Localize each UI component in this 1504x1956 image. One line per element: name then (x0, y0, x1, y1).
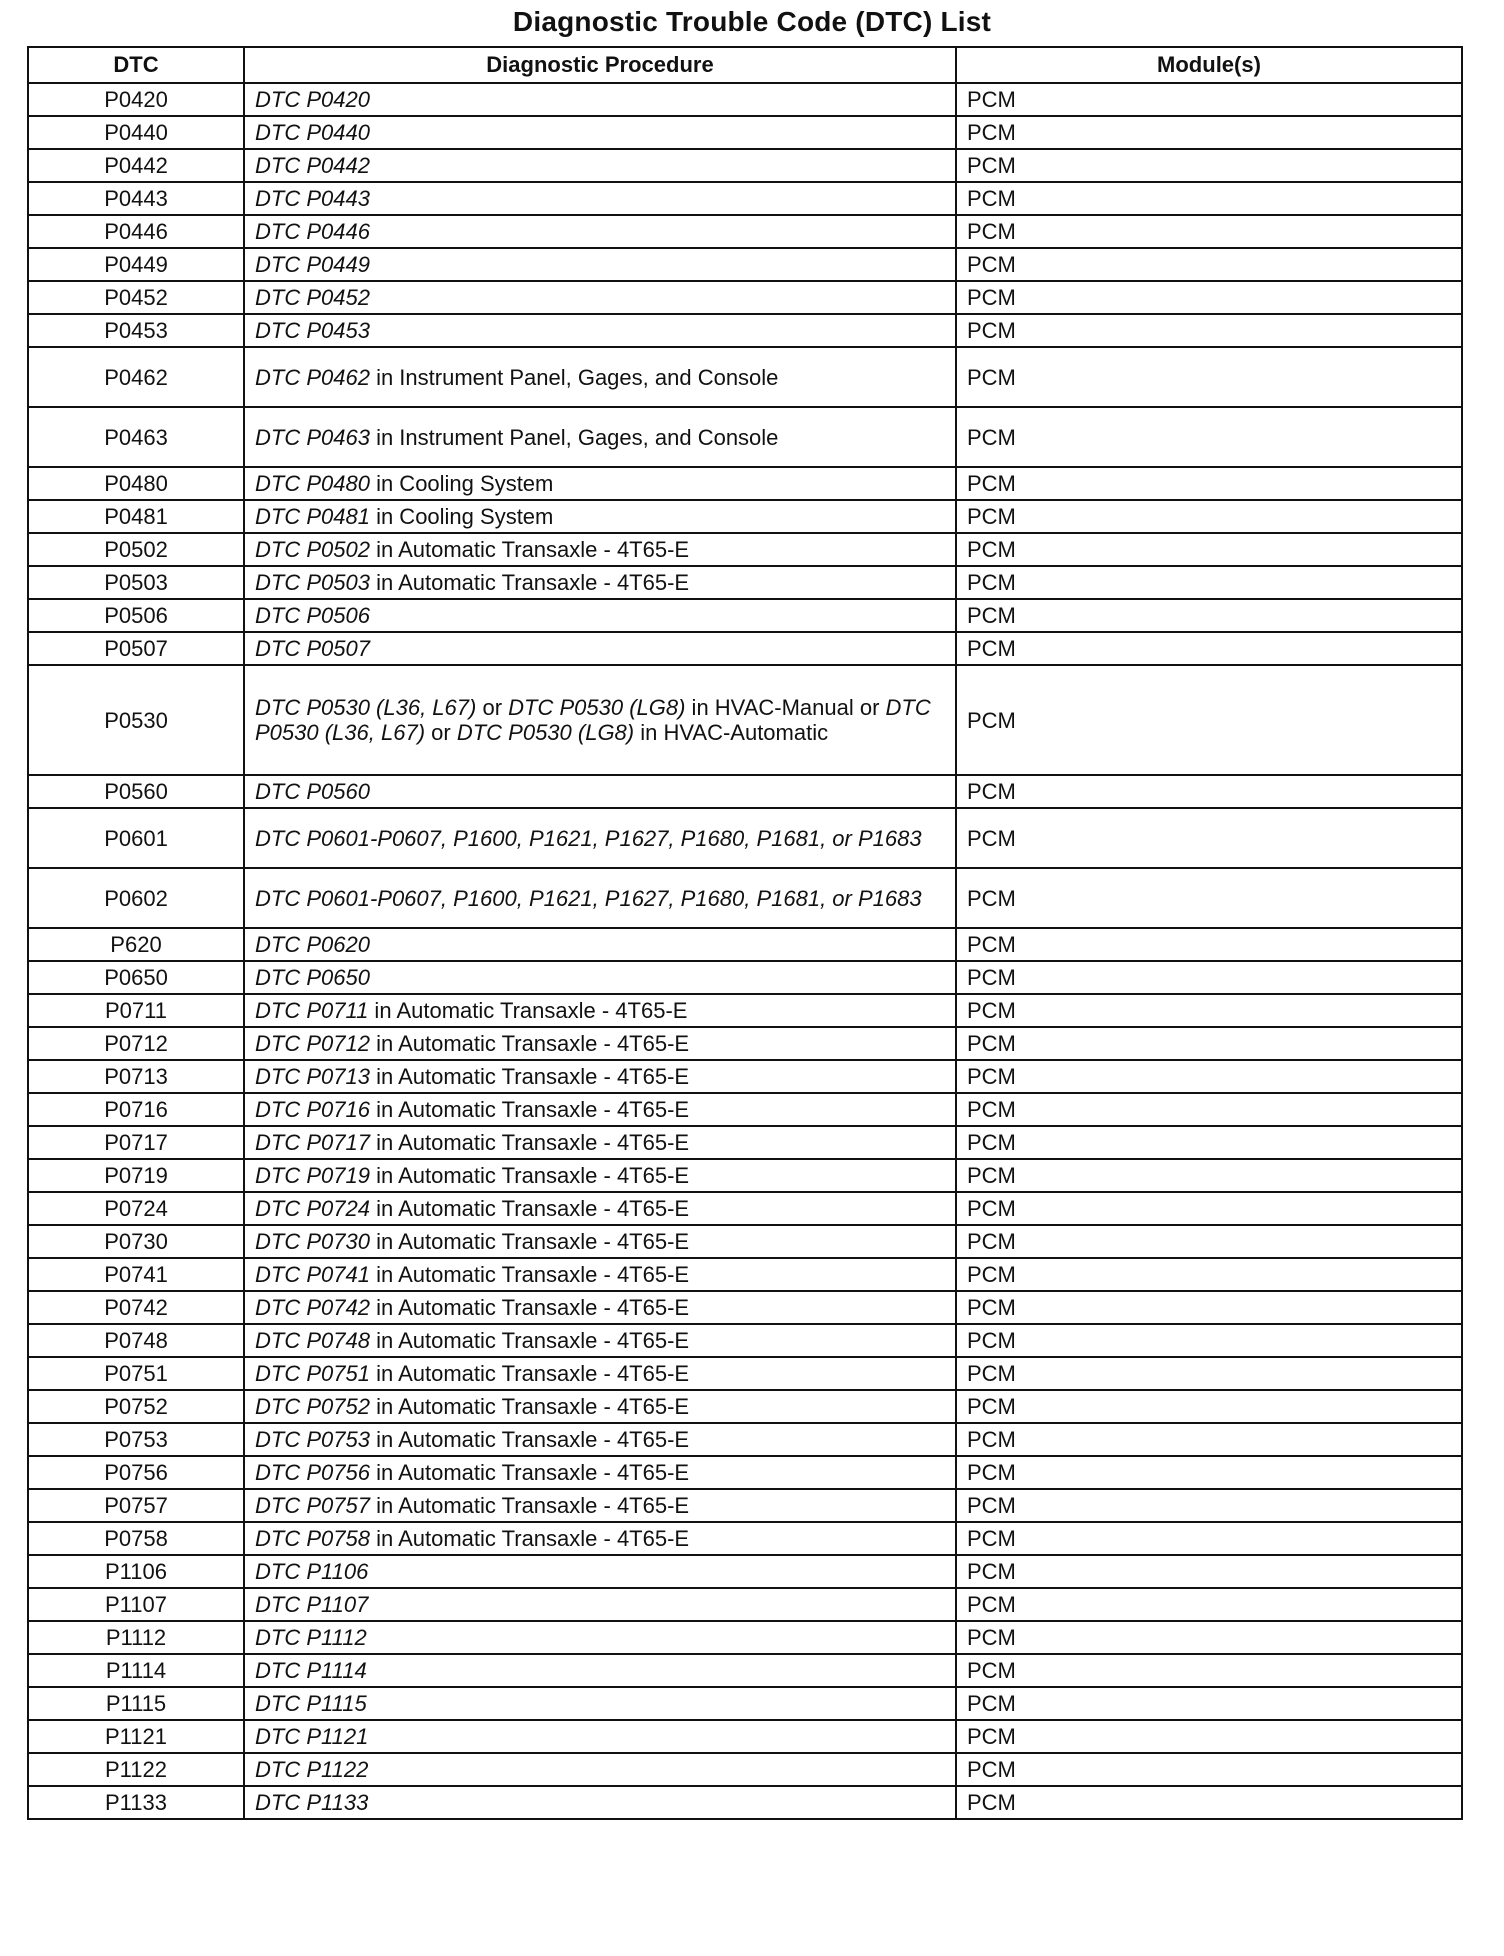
module-cell: PCM (956, 665, 1462, 775)
module-cell: PCM (956, 1291, 1462, 1324)
dtc-code-cell: P0756 (28, 1456, 244, 1489)
procedure-cell (244, 182, 956, 215)
procedure-text: in Instrument Panel, Gages, and Console (369, 424, 779, 450)
module-cell: PCM (956, 407, 1462, 467)
module-cell: PCM (956, 566, 1462, 599)
table-row (28, 665, 1462, 775)
dtc-code-cell: P0530 (28, 665, 244, 775)
module-cell: PCM (956, 1588, 1462, 1621)
procedure-text: in Automatic Transaxle - 4T65-E (369, 1295, 690, 1320)
procedure-link[interactable]: DTC P1115 (255, 1691, 367, 1716)
module-cell: PCM (956, 961, 1462, 994)
table-row (28, 599, 1462, 632)
table-row (28, 868, 1462, 928)
procedure-text: in Automatic Transaxle - 4T65-E (369, 1163, 690, 1188)
table-row (28, 1654, 1462, 1687)
procedure-cell (244, 1687, 956, 1720)
module-cell: PCM (956, 808, 1462, 868)
procedure-text: or (476, 695, 509, 720)
table-row (28, 961, 1462, 994)
procedure-text: in Automatic Transaxle - 4T65-E (369, 1526, 690, 1551)
module-cell: PCM (956, 116, 1462, 149)
procedure-cell (244, 407, 956, 467)
procedure-text: in Automatic Transaxle - 4T65-E (369, 1394, 690, 1419)
module-cell: PCM (956, 83, 1462, 116)
dtc-code-cell: P1121 (28, 1720, 244, 1753)
procedure-cell (244, 347, 956, 407)
table-row (28, 1324, 1462, 1357)
dtc-code-cell: P1114 (28, 1654, 244, 1687)
table-row (28, 83, 1462, 116)
procedure-cell (244, 775, 956, 808)
procedure-link[interactable]: DTC P0560 (255, 779, 370, 804)
table-row (28, 566, 1462, 599)
table-row (28, 1456, 1462, 1489)
module-cell: PCM (956, 1654, 1462, 1687)
module-cell: PCM (956, 1159, 1462, 1192)
procedure-link[interactable]: DTC P0717 (255, 1130, 370, 1155)
procedure-cell (244, 314, 956, 347)
procedure-cell (244, 665, 956, 775)
procedure-link[interactable]: DTC P1107 (255, 1592, 369, 1617)
dtc-code-cell: P0453 (28, 314, 244, 347)
table-row (28, 808, 1462, 868)
table-row (28, 407, 1462, 467)
table-row (28, 182, 1462, 215)
module-cell: PCM (956, 1753, 1462, 1786)
dtc-code-cell: P1106 (28, 1555, 244, 1588)
procedure-cell (244, 1621, 956, 1654)
procedure-text: in HVAC-Manual or (685, 695, 886, 720)
module-cell: PCM (956, 1060, 1462, 1093)
procedure-cell (244, 1126, 956, 1159)
module-cell: PCM (956, 928, 1462, 961)
procedure-cell (244, 1555, 956, 1588)
procedure-link[interactable]: DTC P0530 (LG8) (456, 720, 635, 745)
column-header-procedure: Diagnostic Procedure (244, 47, 956, 83)
procedure-cell (244, 1753, 956, 1786)
table-row (28, 500, 1462, 533)
procedure-link[interactable]: DTC P0503 (255, 570, 370, 595)
procedure-link[interactable]: DTC P0758 (255, 1526, 370, 1551)
dtc-code-cell: P0712 (28, 1027, 244, 1060)
module-cell: PCM (956, 1522, 1462, 1555)
procedure-text: in Automatic Transaxle - 4T65-E (369, 570, 690, 595)
procedure-cell (244, 1225, 956, 1258)
procedure-cell (244, 1654, 956, 1687)
procedure-link[interactable]: DTC P1112 (255, 1625, 367, 1650)
dtc-code-cell: P0741 (28, 1258, 244, 1291)
procedure-text: in Automatic Transaxle - 4T65-E (369, 1064, 690, 1089)
module-cell: PCM (956, 314, 1462, 347)
module-cell: PCM (956, 533, 1462, 566)
module-cell: PCM (956, 775, 1462, 808)
table-row (28, 775, 1462, 808)
procedure-text: in Automatic Transaxle - 4T65-E (369, 1130, 690, 1155)
dtc-code-cell: P0751 (28, 1357, 244, 1390)
table-row (28, 1390, 1462, 1423)
procedure-link[interactable]: DTC P0506 (255, 603, 370, 628)
procedure-link[interactable]: DTC P0446 (255, 219, 370, 244)
procedure-cell (244, 1258, 956, 1291)
procedure-text: or (425, 720, 457, 745)
dtc-code-cell: P0730 (28, 1225, 244, 1258)
procedure-cell (244, 1027, 956, 1060)
procedure-link[interactable]: DTC P0507 (255, 636, 370, 661)
dtc-code-cell: P0463 (28, 407, 244, 467)
procedure-link[interactable]: DTC P0757 (255, 1493, 370, 1518)
dtc-code-cell: P0560 (28, 775, 244, 808)
dtc-code-cell: P0440 (28, 116, 244, 149)
table-row (28, 533, 1462, 566)
table-row (28, 467, 1462, 500)
procedure-cell (244, 1456, 956, 1489)
dtc-table (27, 46, 1463, 1820)
procedure-cell (244, 215, 956, 248)
dtc-code-cell: P0462 (28, 347, 244, 407)
procedure-cell (244, 500, 956, 533)
procedure-cell (244, 1423, 956, 1456)
module-cell: PCM (956, 281, 1462, 314)
table-row (28, 1027, 1462, 1060)
module-cell: PCM (956, 1456, 1462, 1489)
dtc-code-cell: P0481 (28, 500, 244, 533)
procedure-link[interactable]: DTC P0601-P0607, P1600, P1621, P1627, P1680, P1681, or P1683 (255, 825, 922, 851)
procedure-cell (244, 599, 956, 632)
procedure-link[interactable]: DTC P1106 (255, 1559, 369, 1584)
module-cell: PCM (956, 1687, 1462, 1720)
module-cell: PCM (956, 1357, 1462, 1390)
procedure-link[interactable]: DTC P0730 (255, 1229, 370, 1254)
procedure-cell (244, 1192, 956, 1225)
procedure-cell (244, 1786, 956, 1819)
procedure-cell (244, 248, 956, 281)
procedure-link[interactable]: DTC P0753 (255, 1427, 370, 1452)
procedure-cell (244, 467, 956, 500)
table-row (28, 281, 1462, 314)
dtc-code-cell: P0602 (28, 868, 244, 928)
procedure-link[interactable]: DTC P0716 (255, 1097, 370, 1122)
module-cell: PCM (956, 868, 1462, 928)
procedure-cell (244, 83, 956, 116)
procedure-text: in Automatic Transaxle - 4T65-E (368, 998, 688, 1023)
module-cell: PCM (956, 149, 1462, 182)
dtc-code-cell: P0442 (28, 149, 244, 182)
procedure-cell (244, 994, 956, 1027)
module-cell: PCM (956, 467, 1462, 500)
procedure-cell (244, 1588, 956, 1621)
procedure-cell (244, 1093, 956, 1126)
dtc-code-cell: P0752 (28, 1390, 244, 1423)
dtc-code-cell: P0443 (28, 182, 244, 215)
procedure-text: in Instrument Panel, Gages, and Console (369, 364, 779, 390)
module-cell: PCM (956, 599, 1462, 632)
table-row (28, 1621, 1462, 1654)
procedure-link[interactable]: DTC P0420 (255, 87, 370, 112)
dtc-code-cell: P0503 (28, 566, 244, 599)
procedure-text: in Automatic Transaxle - 4T65-E (369, 1229, 690, 1254)
procedure-cell (244, 1324, 956, 1357)
procedure-text: in Automatic Transaxle - 4T65-E (369, 1361, 690, 1386)
procedure-cell (244, 1390, 956, 1423)
dtc-code-cell: P0446 (28, 215, 244, 248)
table-body (28, 83, 1462, 1819)
procedure-cell (244, 566, 956, 599)
procedure-link[interactable]: DTC P0620 (255, 932, 370, 957)
dtc-code-cell: P0507 (28, 632, 244, 665)
procedure-cell (244, 1291, 956, 1324)
procedure-link[interactable]: DTC P0463 (255, 424, 370, 450)
procedure-cell (244, 808, 956, 868)
dtc-code-cell: P620 (28, 928, 244, 961)
column-header-module: Module(s) (956, 47, 1462, 83)
procedure-link[interactable]: DTC P1133 (255, 1790, 369, 1815)
table-row (28, 1357, 1462, 1390)
procedure-text: in Automatic Transaxle - 4T65-E (369, 1097, 690, 1122)
procedure-link[interactable]: DTC P0442 (255, 153, 370, 178)
procedure-cell (244, 116, 956, 149)
table-row (28, 1423, 1462, 1456)
procedure-link[interactable]: DTC P0741 (255, 1262, 370, 1287)
table-row (28, 1291, 1462, 1324)
table-row (28, 347, 1462, 407)
procedure-text: in Cooling System (369, 471, 554, 496)
table-row (28, 1489, 1462, 1522)
module-cell: PCM (956, 347, 1462, 407)
procedure-link[interactable]: DTC P0502 (255, 537, 370, 562)
table-row (28, 1753, 1462, 1786)
module-cell: PCM (956, 1324, 1462, 1357)
procedure-cell (244, 1522, 956, 1555)
dtc-code-cell: P1115 (28, 1687, 244, 1720)
table-row (28, 1060, 1462, 1093)
dtc-code-cell: P0711 (28, 994, 244, 1027)
procedure-link[interactable]: DTC P0748 (255, 1328, 370, 1353)
procedure-link[interactable]: DTC P1121 (255, 1724, 369, 1749)
module-cell: PCM (956, 1423, 1462, 1456)
module-cell: PCM (956, 1489, 1462, 1522)
table-row (28, 1093, 1462, 1126)
procedure-link[interactable]: DTC P0449 (255, 252, 370, 277)
procedure-cell (244, 281, 956, 314)
dtc-code-cell: P0449 (28, 248, 244, 281)
procedure-link[interactable]: DTC P0452 (255, 285, 370, 310)
procedure-link[interactable]: DTC P0752 (255, 1394, 370, 1419)
procedure-link[interactable]: DTC P0481 (255, 504, 370, 529)
module-cell: PCM (956, 1126, 1462, 1159)
procedure-text: in Cooling System (369, 504, 554, 529)
module-cell: PCM (956, 1027, 1462, 1060)
module-cell: PCM (956, 994, 1462, 1027)
procedure-cell (244, 632, 956, 665)
dtc-code-cell: P0650 (28, 961, 244, 994)
module-cell: PCM (956, 1192, 1462, 1225)
dtc-code-cell: P0713 (28, 1060, 244, 1093)
module-cell: PCM (956, 500, 1462, 533)
procedure-cell (244, 868, 956, 928)
procedure-text: in Automatic Transaxle - 4T65-E (369, 1196, 690, 1221)
table-row (28, 928, 1462, 961)
dtc-code-cell: P0480 (28, 467, 244, 500)
table-row (28, 1720, 1462, 1753)
table-row (28, 1786, 1462, 1819)
procedure-link[interactable]: DTC P1114 (255, 1658, 367, 1683)
table-row (28, 248, 1462, 281)
table-row (28, 1192, 1462, 1225)
procedure-link[interactable]: DTC P0712 (255, 1031, 370, 1056)
module-cell: PCM (956, 1258, 1462, 1291)
dtc-code-cell: P1107 (28, 1588, 244, 1621)
table-row (28, 1225, 1462, 1258)
module-cell: PCM (956, 632, 1462, 665)
procedure-text: in Automatic Transaxle - 4T65-E (369, 1031, 690, 1056)
table-header-row (28, 47, 1462, 83)
table-row (28, 1258, 1462, 1291)
procedure-link[interactable]: DTC P0713 (255, 1064, 370, 1089)
dtc-code-cell: P1122 (28, 1753, 244, 1786)
dtc-code-cell: P0742 (28, 1291, 244, 1324)
procedure-link[interactable]: DTC P0443 (255, 186, 370, 211)
procedure-text: in Automatic Transaxle - 4T65-E (369, 1460, 690, 1485)
dtc-code-cell: P0502 (28, 533, 244, 566)
table-row (28, 215, 1462, 248)
module-cell: PCM (956, 182, 1462, 215)
procedure-link[interactable]: DTC P1122 (255, 1757, 369, 1782)
procedure-cell (244, 1060, 956, 1093)
module-cell: PCM (956, 215, 1462, 248)
dtc-code-cell: P1112 (28, 1621, 244, 1654)
dtc-code-cell: P0753 (28, 1423, 244, 1456)
module-cell: PCM (956, 1720, 1462, 1753)
table-row (28, 994, 1462, 1027)
procedure-cell (244, 1357, 956, 1390)
procedure-cell (244, 149, 956, 182)
dtc-code-cell: P0719 (28, 1159, 244, 1192)
procedure-link[interactable]: DTC P0530 (L36, L67) (255, 695, 931, 745)
table-row (28, 1687, 1462, 1720)
table-row (28, 1126, 1462, 1159)
procedure-link[interactable]: DTC P0751 (255, 1361, 370, 1386)
module-cell: PCM (956, 1093, 1462, 1126)
dtc-code-cell: P0716 (28, 1093, 244, 1126)
procedure-link[interactable]: DTC P0530 (L36, L67) (255, 695, 477, 720)
table-row (28, 1588, 1462, 1621)
procedure-link[interactable]: DTC P0742 (255, 1295, 370, 1320)
table-row (28, 149, 1462, 182)
module-cell: PCM (956, 1390, 1462, 1423)
procedure-link[interactable]: DTC P0719 (255, 1163, 370, 1188)
procedure-link[interactable]: DTC P0756 (255, 1460, 370, 1485)
module-cell: PCM (956, 1555, 1462, 1588)
page-title: Diagnostic Trouble Code (DTC) List (512, 6, 992, 37)
table-row (28, 1522, 1462, 1555)
dtc-code-cell: P0748 (28, 1324, 244, 1357)
dtc-code-cell: P0758 (28, 1522, 244, 1555)
procedure-cell (244, 1720, 956, 1753)
module-cell: PCM (956, 1621, 1462, 1654)
module-cell: PCM (956, 248, 1462, 281)
table-row (28, 632, 1462, 665)
dtc-code-cell: P0452 (28, 281, 244, 314)
module-cell: PCM (956, 1225, 1462, 1258)
table-row (28, 314, 1462, 347)
dtc-code-cell: P1133 (28, 1786, 244, 1819)
procedure-link[interactable]: DTC P0480 (255, 471, 370, 496)
procedure-link[interactable]: DTC P0650 (255, 965, 370, 990)
dtc-code-cell: P0757 (28, 1489, 244, 1522)
column-header-dtc: DTC (28, 47, 244, 83)
dtc-code-cell: P0506 (28, 599, 244, 632)
procedure-link[interactable]: DTC P0601-P0607, P1600, P1621, P1627, P1680, P1681, or P1683 (255, 885, 922, 911)
procedure-text: in Automatic Transaxle - 4T65-E (369, 537, 690, 562)
procedure-link[interactable]: DTC P0462 (255, 364, 370, 390)
procedure-text: in Automatic Transaxle - 4T65-E (369, 1328, 690, 1353)
module-cell: PCM (956, 1786, 1462, 1819)
procedure-text: in HVAC-Automatic (634, 720, 829, 745)
procedure-cell (244, 928, 956, 961)
procedure-link[interactable]: DTC P0530 (LG8) (508, 695, 686, 720)
procedure-link[interactable]: DTC P0724 (255, 1196, 370, 1221)
procedure-text: in Automatic Transaxle - 4T65-E (369, 1427, 690, 1452)
procedure-text: in Automatic Transaxle - 4T65-E (369, 1493, 690, 1518)
table-row (28, 1159, 1462, 1192)
procedure-cell (244, 1489, 956, 1522)
dtc-code-cell: P0724 (28, 1192, 244, 1225)
procedure-text: in Automatic Transaxle - 4T65-E (369, 1262, 690, 1287)
procedure-link[interactable]: DTC P0711 (255, 998, 369, 1023)
dtc-code-cell: P0420 (28, 83, 244, 116)
table-row (28, 1555, 1462, 1588)
procedure-link[interactable]: DTC P0440 (255, 120, 370, 145)
procedure-cell (244, 961, 956, 994)
procedure-cell (244, 1159, 956, 1192)
dtc-code-cell: P0717 (28, 1126, 244, 1159)
procedure-cell (244, 533, 956, 566)
dtc-code-cell: P0601 (28, 808, 244, 868)
procedure-link[interactable]: DTC P0453 (255, 318, 370, 343)
table-row (28, 116, 1462, 149)
